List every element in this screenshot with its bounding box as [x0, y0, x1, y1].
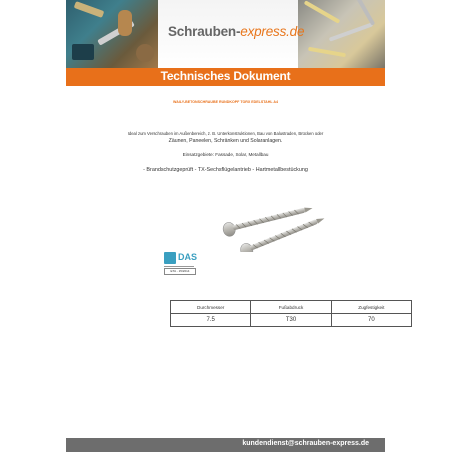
header-diameter: Durchmesser [171, 301, 251, 314]
feature-list: - Brandschutzgeprüft - TX-Sechsflügelantrieb - Hartmetallbestückung [143, 167, 308, 173]
header-banner [66, 0, 385, 68]
spec-table [170, 300, 412, 327]
header-tensile-strength: Zugfestigkeit [331, 301, 411, 314]
table-header-row [171, 301, 412, 314]
tools-photo [66, 0, 158, 68]
product-description-line2: Zäunen, Paneelen, Schränken und Solaranlagen. [168, 138, 283, 144]
logo-accent: express.de [240, 24, 305, 39]
support-email[interactable]: kundendienst@schrauben-express.de [242, 440, 369, 447]
screws-photo [298, 0, 385, 68]
table-row [171, 314, 412, 327]
logo-main: Schrauben- [168, 24, 241, 39]
das-mark-icon [164, 252, 176, 264]
value-diameter: 7.5 [171, 314, 251, 327]
footer-bar [66, 438, 385, 452]
eta-label: ETA - 15/2014 [164, 268, 196, 275]
value-drive: T30 [251, 314, 331, 327]
document-title: Technisches Dokument [160, 69, 291, 83]
title-bar [66, 68, 385, 86]
document-page [66, 0, 385, 452]
usage-areas: Einsatzgebiete: Fassade, Solar, Metallbau [182, 152, 269, 157]
value-tensile-strength: 70 [331, 314, 411, 327]
header-drive: Fußabdruck [251, 301, 331, 314]
product-title: WAILY-BETONSCHRAUBE RUNDKOPF TORX EDELSTAHL A4 [173, 100, 278, 104]
brand-logo [168, 24, 304, 39]
das-logo-text: DAS [178, 252, 198, 262]
screw-product-image [216, 202, 336, 252]
product-description-line1: Ideal zum Verschrauben im Außenbereich, z. B. Unterkonstruktionen, Bau von Balustraden, Brücken oder [127, 131, 324, 136]
